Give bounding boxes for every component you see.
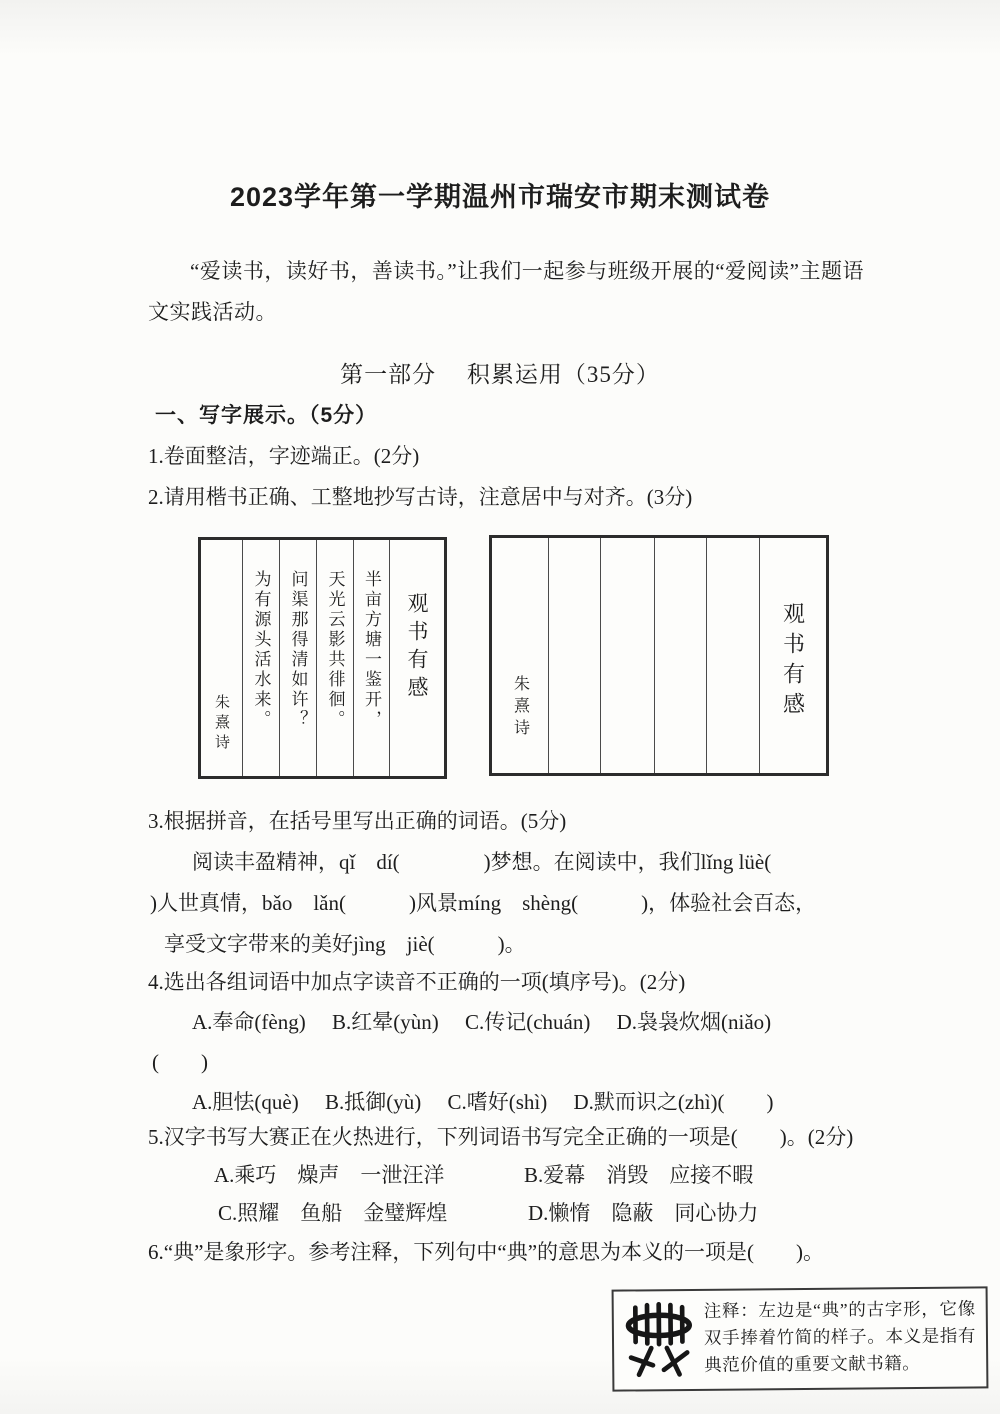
poem-author-column: [492, 538, 548, 773]
question-3-line1: 阅读丰盈精神，qǐ dí( )梦想。在阅读中，我们lǐng lüè(: [192, 850, 772, 874]
poem-column: [316, 540, 353, 776]
question-4-stem: 4.选出各组词语中加点字读音不正确的一项(填序号)。(2分): [148, 970, 686, 994]
question-4-options-2: A.胆怯(què) B.抵御(yù) C.嗜好(shì) D.默而识之(zhì)( ): [192, 1090, 774, 1114]
poem-column: [279, 540, 316, 776]
poem-author: 朱熹诗: [511, 675, 529, 741]
question-2: 2.请用楷书正确、工整地抄写古诗，注意居中与对齐。(3分): [148, 485, 693, 509]
writing-cell: [600, 538, 654, 773]
question-5-option-a: A.乘巧 燥声 一泄汪洋: [214, 1163, 445, 1187]
annotation-text: 注释：左边是“典”的古字形，它像双手捧着竹简的样子。本义是指有典范价值的重要文献书籍。: [703, 1298, 977, 1375]
question-5-option-c: C.照耀 鱼船 金璧辉煌: [218, 1201, 448, 1225]
poem-line-1: 半亩方塘一鉴开，: [362, 570, 381, 730]
poem-author: 朱熹诗: [213, 694, 229, 754]
poem-line-2: 天光云影共徘徊。: [325, 570, 345, 730]
poem-title: 观书有感: [405, 592, 429, 704]
poem-column: [353, 540, 389, 776]
question-4-options-1: A.奉命(fèng) B.红晕(yùn) C.传记(chuán) D.袅袅炊烟(niǎo): [192, 1010, 772, 1034]
copybook-box-blank: [489, 535, 829, 776]
poem-line-3: 问渠那得清如许？: [288, 570, 308, 730]
poem-author-column: [201, 540, 242, 776]
part1-heading: 第一部分 积累运用（35分）: [340, 362, 660, 387]
question-5-option-d: D.懒惰 隐蔽 同心协力: [528, 1201, 759, 1225]
annotation-box: [612, 1286, 989, 1391]
poem-title: 观书有感: [780, 602, 806, 722]
question-4: [148, 962, 774, 1122]
question-6-stem: 6.“典”是象形字。参考注释，下列句中“典”的意思为本义的一项是( )。: [148, 1240, 825, 1264]
question-5: [148, 1118, 853, 1232]
page-title: 2023学年第一学期温州市瑞安市期末测试卷: [229, 182, 771, 212]
question-4-answer-blank: ( ): [152, 1050, 208, 1074]
poem-line-4: 为有源头活水来。: [251, 570, 271, 730]
question-5-stem: 5.汉字书写大赛正在火热进行，下列词语书写完全正确的一项是( )。(2分): [148, 1125, 854, 1149]
writing-cell: [548, 538, 600, 773]
writing-cell: [654, 538, 706, 773]
intro-paragraph: “爱读书，读好书，善读书。”让我们一起参与班级开展的“爱阅读”主题语文实践活动。: [148, 259, 864, 324]
question-3-line3: 享受文字带来的美好jìng jiè( )。: [164, 932, 526, 956]
poem-title-column: [759, 538, 826, 773]
ancient-dian-glyph-icon: [624, 1301, 695, 1380]
copybook-box-filled: [198, 537, 447, 779]
question-5-option-b: B.爱幕 消毁 应接不暇: [524, 1163, 754, 1187]
poem-title-column: [389, 540, 444, 776]
writing-cell: [706, 538, 759, 773]
question-3-line2: )人世真情，bǎo lǎn( )风景míng shèng( )，体验社会百态，: [150, 891, 817, 915]
poem-column: [242, 540, 279, 776]
question-1: 1.卷面整洁，字迹端正。(2分): [148, 444, 420, 468]
section1-heading: 一、写字展示。（5分）: [155, 404, 378, 427]
question-3: [148, 801, 816, 965]
question-3-stem: 3.根据拼音，在括号里写出正确的词语。(5分): [148, 809, 567, 833]
